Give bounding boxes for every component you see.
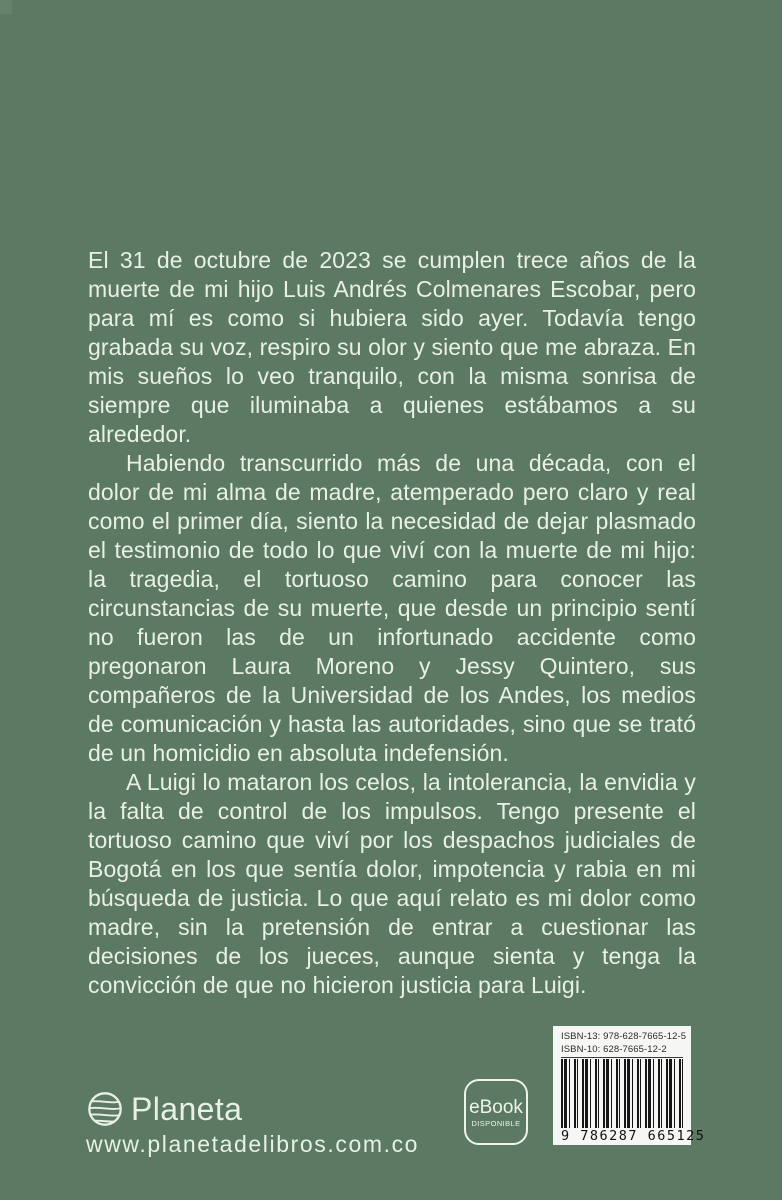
- isbn10-text: ISBN-10: 628-7665-12-2: [561, 1043, 667, 1055]
- synopsis-paragraph-1: El 31 de octubre de 2023 se cumplen trece años de la muerte de mi hijo Luis Andrés Colmenares Escobar, pero para mí es como si hubiera sido ayer. Todavía tengo grabada su voz, respiro su olor y siento que me abraza. En mis sueños lo veo tranquilo, con la misma sonrisa de siempre que iluminaba a quienes estábamos a su alrededor.: [88, 247, 696, 447]
- publisher-name: Planeta: [131, 1091, 243, 1127]
- ebook-badge: [464, 1079, 528, 1145]
- planeta-globe-icon: [86, 1090, 124, 1128]
- synopsis-text-block: [88, 246, 696, 1000]
- barcode-block: [553, 1026, 706, 1145]
- synopsis-paragraph-3: A Luigi lo mataron los celos, la intolerancia, la envidia y la falta de control de los impulsos. Tengo presente el tortuoso camino que viví por los despachos judiciales de Bogotá en los que sentía dolor, impotencia y rabia en mi búsqueda de justicia. Lo que aquí relato es mi dolor como madre, sin la pretensión de entrar a cuestionar las decisiones de los jueces, aunque sienta y tenga la convicción de que no hicieron justicia para Luigi.: [88, 769, 696, 998]
- barcode-number: 9 786287 665125: [561, 1127, 706, 1144]
- barcode-bars: [561, 1059, 683, 1128]
- publisher-website: www.planetadelibros.com.co: [86, 1131, 420, 1157]
- isbn13-text: ISBN-13: 978-628-7665-12-5: [561, 1031, 687, 1042]
- isbn-divider: [561, 1057, 683, 1058]
- ebook-badge-subtitle: DISPONIBLE: [471, 1118, 521, 1128]
- corner-mark: [0, 0, 12, 14]
- ebook-badge-title: eBook: [469, 1096, 523, 1118]
- publisher-block: [86, 1089, 419, 1158]
- synopsis-paragraph-2: Habiendo transcurrido más de una década, con el dolor de mi alma de madre, atemperado pero claro y real como el primer día, siento la necesidad de dejar plasmado el testimonio de todo lo que viví con la muerte de mi hijo: la tragedia, el tortuoso camino para conocer las circunstancias de su muerte, que desde un principio sentí no fueron las de un infortunado accidente como pregonaron Laura Moreno y Jessy Quintero, sus compañeros de la Universidad de los Andes, los medios de comunicación y hasta las autoridades, sino que se trató de un homicidio en absoluta indefensión.: [88, 450, 696, 766]
